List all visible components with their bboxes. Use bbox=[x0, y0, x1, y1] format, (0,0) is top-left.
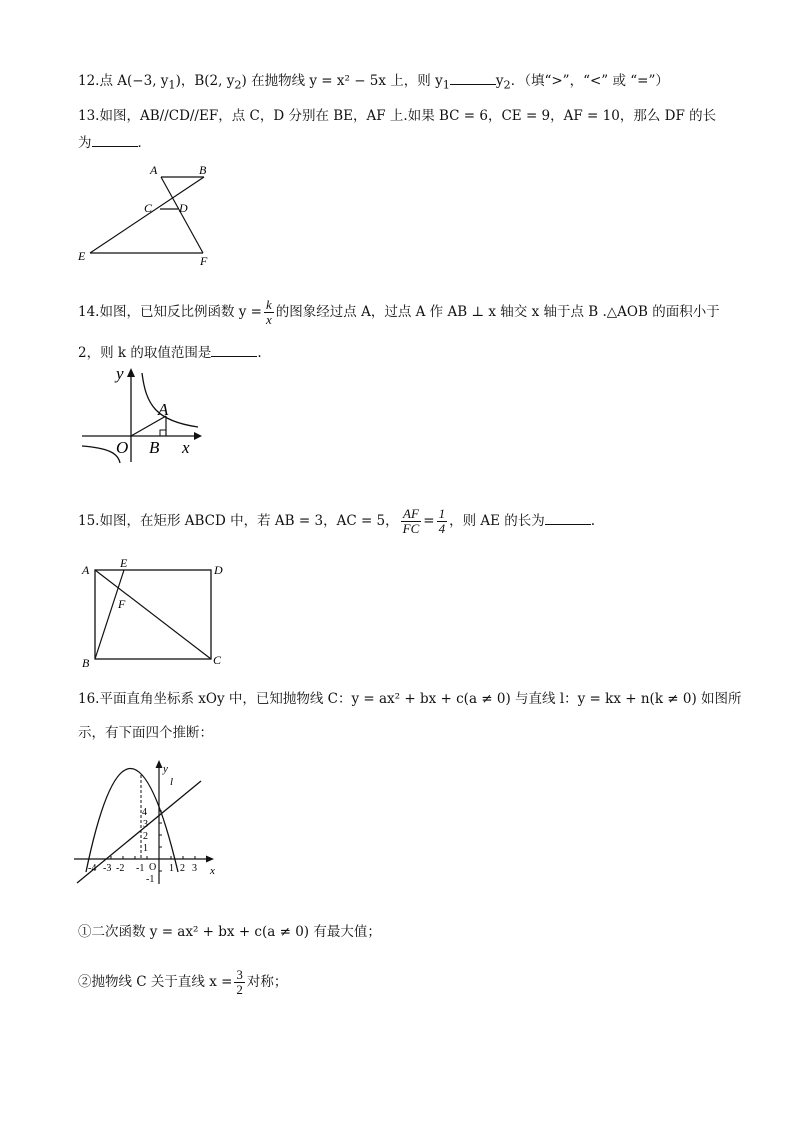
q15-text-a: 15.如图，在矩形 ABCD 中，若 AB = 3，AC = 5， bbox=[78, 513, 399, 529]
q16-item-2 bbox=[78, 968, 287, 997]
label-o: O bbox=[149, 862, 157, 873]
q12-number: 12. bbox=[78, 73, 100, 89]
q13-end: ． bbox=[137, 135, 151, 151]
xtick-1: 1 bbox=[169, 863, 174, 874]
hyperbola-branch-1 bbox=[142, 373, 198, 427]
label-x: x bbox=[182, 438, 190, 457]
label-y: y bbox=[163, 763, 168, 775]
parabola-c bbox=[86, 769, 178, 873]
q14-text-b: 的图象经过点 A，过点 A 作 AB ⊥ x 轴交 x 轴于点 B .△AOB 的面积小于 bbox=[275, 304, 720, 320]
q16-item2-num: 3 bbox=[236, 967, 243, 982]
diagonal-ac bbox=[95, 570, 211, 659]
x-axis-arrow-icon bbox=[194, 432, 202, 440]
q15-frac2-den: 4 bbox=[438, 521, 446, 536]
ytick-4: 4 bbox=[142, 807, 147, 818]
q15-text-b: ，则 AE 的长为 bbox=[449, 513, 545, 529]
question-14-line1 bbox=[78, 298, 720, 327]
q16-item-1: ①二次函数 y = ax² + bx + c(a ≠ 0) 有最大值； bbox=[78, 924, 381, 940]
q15-end: . bbox=[590, 513, 596, 529]
segment-oa bbox=[131, 416, 166, 436]
label-o: O bbox=[116, 438, 129, 457]
label-e: E bbox=[120, 556, 128, 570]
q15-figure bbox=[78, 556, 238, 671]
q15-eq: = bbox=[423, 513, 435, 529]
q15-frac1-num: AF bbox=[401, 507, 422, 522]
x-axis-arrow-icon bbox=[206, 856, 214, 863]
segment-af bbox=[161, 177, 203, 253]
label-a: A bbox=[158, 400, 169, 419]
xtick--1: -1 bbox=[136, 863, 145, 874]
q12-sub1: 1 bbox=[168, 78, 176, 92]
label-a: A bbox=[150, 163, 158, 177]
q12-text-c: ) 在抛物线 y = x² − 5x 上，则 y bbox=[241, 73, 443, 89]
q14-answer-blank[interactable] bbox=[211, 344, 257, 357]
segment-be bbox=[90, 177, 204, 253]
q14-end: . bbox=[257, 345, 262, 361]
q14-fraction bbox=[264, 298, 274, 327]
question-12 bbox=[78, 72, 669, 95]
label-a: A bbox=[82, 563, 90, 577]
xtick--3: -3 bbox=[103, 863, 112, 874]
label-e: E bbox=[78, 249, 86, 263]
q15-fraction-1 bbox=[401, 507, 422, 536]
q16-item2-den: 2 bbox=[236, 982, 243, 997]
q16-item2-text-a: ②抛物线 C 关于直线 x = bbox=[78, 974, 233, 990]
q12-text-d: y bbox=[495, 73, 504, 89]
label-y: y bbox=[116, 364, 124, 383]
hyperbola-branch-2 bbox=[82, 446, 120, 463]
question-15-line bbox=[78, 507, 595, 536]
q12-text-a: 点 A(−3, y bbox=[99, 73, 169, 89]
right-angle-mark bbox=[160, 430, 166, 436]
ytick--1: -1 bbox=[146, 874, 155, 885]
q15-frac1-den: FC bbox=[402, 521, 420, 536]
label-c: C bbox=[213, 653, 222, 667]
question-13-line2 bbox=[78, 134, 151, 152]
q15-answer-blank[interactable] bbox=[545, 512, 591, 525]
q13-figure bbox=[78, 160, 228, 270]
q14-figure bbox=[78, 365, 208, 465]
y-axis-arrow-icon bbox=[127, 368, 135, 377]
label-f: F bbox=[200, 254, 208, 268]
q12-sub2: 2 bbox=[234, 78, 242, 92]
y-axis-arrow-icon bbox=[156, 760, 163, 768]
xtick-2: 2 bbox=[180, 863, 185, 874]
label-l: l bbox=[170, 776, 174, 788]
q16-item2-text-b: 对称； bbox=[246, 974, 288, 990]
xtick--4: -4 bbox=[88, 863, 97, 874]
label-b: B bbox=[149, 438, 160, 457]
q13-text: 为 bbox=[78, 135, 92, 151]
label-f: F bbox=[118, 597, 126, 611]
label-b: B bbox=[199, 163, 207, 177]
label-d: D bbox=[179, 201, 188, 215]
ytick-2: 2 bbox=[143, 831, 148, 842]
q12-text-e: ．（填“>”，“<” 或 “=”） bbox=[510, 73, 669, 89]
q13-answer-blank[interactable] bbox=[92, 134, 138, 147]
ytick-1: 1 bbox=[143, 843, 148, 854]
xtick-3: 3 bbox=[192, 863, 197, 874]
label-d: D bbox=[214, 563, 223, 577]
xtick--2: -2 bbox=[116, 863, 125, 874]
q12-sub3: 1 bbox=[442, 78, 450, 92]
label-x: x bbox=[210, 865, 215, 877]
q14-text: 2，则 k 的取值范围是 bbox=[78, 345, 212, 361]
q12-answer-blank[interactable] bbox=[450, 72, 496, 85]
q16-figure bbox=[74, 756, 224, 886]
q14-text-a: 14.如图，已知反比例函数 y = bbox=[78, 304, 262, 320]
q14-frac-den: x bbox=[266, 312, 272, 327]
segment-be bbox=[95, 570, 124, 659]
q15-frac2-num: 1 bbox=[438, 506, 446, 521]
label-b: B bbox=[82, 656, 90, 670]
question-16-line2: 示，有下面四个推断： bbox=[78, 725, 213, 741]
q14-frac-num: k bbox=[266, 297, 272, 312]
question-14-line2 bbox=[78, 344, 262, 362]
q12-sub4: 2 bbox=[503, 78, 511, 92]
question-16-line1: 16.平面直角坐标系 xOy 中，已知抛物线 C：y = ax² + bx + c(a ≠ 0) 与直线 l：y = kx + n(k ≠ 0) 如图所 bbox=[78, 691, 742, 707]
q12-text-b: )，B(2, y bbox=[175, 73, 235, 89]
q15-fraction-2 bbox=[437, 507, 448, 536]
question-13-line1: 13.如图，AB//CD//EF，点 C，D 分别在 BE，AF 上.如果 BC = 6，CE = 9，AF = 10，那么 DF 的长 bbox=[78, 108, 717, 124]
ytick-3: 3 bbox=[143, 819, 148, 830]
label-c: C bbox=[144, 201, 153, 215]
q16-item2-fraction bbox=[234, 968, 245, 997]
